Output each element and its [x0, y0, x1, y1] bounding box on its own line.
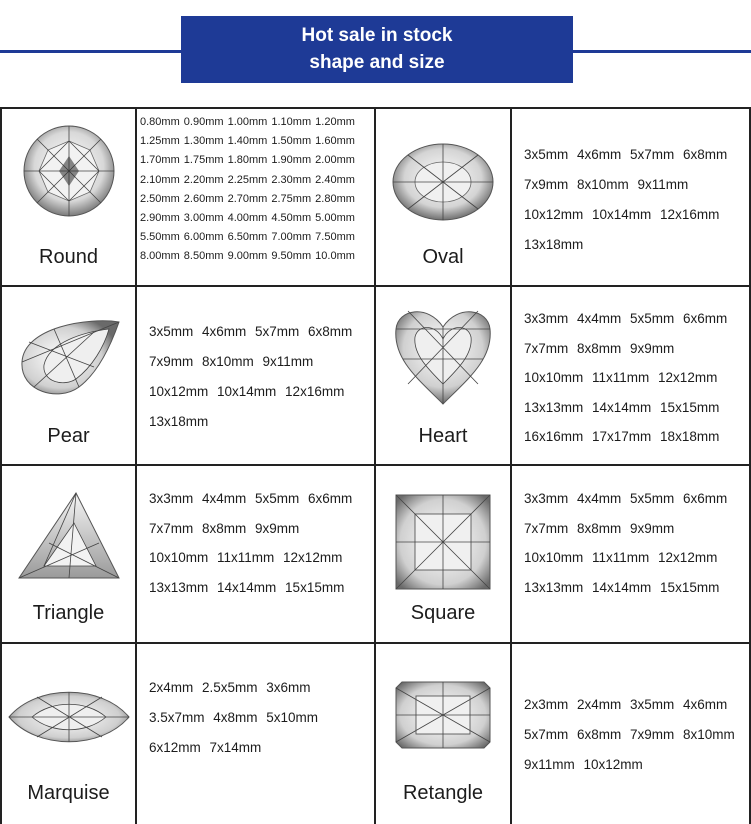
size-row: 3x3mm 4x4mm 5x5mm 6x6mm — [524, 311, 728, 326]
size-row: 7x9mm 8x10mm 9x11mm — [149, 354, 314, 369]
square-gem-icon — [393, 492, 493, 592]
size-row: 2x4mm 2.5x5mm 3x6mm — [149, 680, 311, 695]
size-row: 2x3mm 2x4mm 3x5mm 4x6mm — [524, 697, 728, 712]
size-row: 0.80mm 0.90mm 1.00mm 1.10mm 1.20mm — [140, 116, 355, 128]
oval-gem-icon — [388, 137, 498, 227]
size-row: 7x7mm 8x8mm 9x9mm — [149, 520, 300, 536]
size-row: 1.70mm 1.75mm 1.80mm 1.90mm 2.00mm — [140, 154, 355, 167]
header-rule-right — [573, 50, 751, 53]
shape-cell-square — [376, 466, 510, 642]
triangle-gem-icon — [14, 488, 124, 588]
shape-name-triangle: Triangle — [32, 602, 105, 624]
heart-gem-icon — [388, 299, 498, 409]
size-row: 3x5mm 4x6mm 5x7mm 6x8mm — [524, 147, 728, 162]
size-row: 13x18mm — [149, 414, 209, 429]
size-row: 8.00mm 8.50mm 9.00mm 9.50mm 10.0mm — [140, 250, 355, 263]
shape-name-pear: Pear — [47, 425, 90, 447]
shape-cell-heart — [376, 287, 510, 464]
size-row: 5x7mm 6x8mm 7x9mm 8x10mm — [524, 727, 735, 742]
size-list-retangle — [512, 690, 749, 824]
size-row: 5.50mm 6.00mm 6.50mm 7.00mm 7.50mm — [140, 231, 355, 244]
rectangle-gem-icon — [394, 680, 492, 750]
header-banner — [181, 16, 573, 83]
shape-cell-pear — [2, 287, 135, 464]
shape-cell-retangle — [376, 644, 510, 824]
shape-cell-oval — [376, 109, 510, 285]
size-row: 3x3mm 4x4mm 5x5mm 6x6mm — [149, 491, 353, 506]
size-row: 3x5mm 4x6mm 5x7mm 6x8mm — [149, 324, 353, 339]
size-row: 13x13mm 14x14mm 15x15mm — [524, 399, 720, 415]
marquise-gem-icon — [7, 682, 131, 752]
size-row: 2.50mm 2.60mm 2.70mm 2.75mm 2.80mm — [140, 192, 355, 205]
shape-name-heart: Heart — [418, 425, 468, 447]
shape-name-square: Square — [410, 602, 476, 624]
shape-name-retangle: Retangle — [402, 782, 484, 804]
shape-name-marquise: Marquise — [27, 782, 110, 804]
size-row: 6x12mm 7x14mm — [149, 740, 262, 755]
header-subtitle: shape and size — [309, 52, 445, 73]
size-list-pear — [137, 317, 374, 464]
size-row: 13x18mm — [524, 237, 584, 252]
size-row: 2.10mm 2.20mm 2.25mm 2.30mm 2.40mm — [140, 173, 355, 186]
size-row: 16x16mm 17x17mm 18x18mm — [524, 429, 720, 444]
size-row: 13x13mm 14x14mm 15x15mm — [524, 579, 720, 595]
shape-cell-marquise — [2, 644, 135, 824]
size-row: 3.5x7mm 4x8mm 5x10mm — [149, 710, 319, 725]
size-row: 9x11mm 10x12mm — [524, 757, 643, 772]
size-row: 10x10mm 11x11mm 12x12mm — [524, 550, 718, 565]
size-row: 7x7mm 8x8mm 9x9mm — [524, 520, 675, 536]
round-gem-icon — [19, 121, 119, 221]
size-row: 10x10mm 11x11mm 12x12mm — [149, 550, 343, 565]
shape-cell-round — [2, 109, 135, 285]
size-row: 7x9mm 8x10mm 9x11mm — [524, 177, 689, 192]
shape-cell-triangle — [2, 466, 135, 642]
size-list-square — [512, 484, 749, 642]
shape-name-round: Round — [39, 246, 98, 268]
shape-name-oval: Oval — [422, 246, 464, 268]
size-row: 10x12mm 10x14mm 12x16mm — [149, 384, 345, 399]
size-row: 3x3mm 4x4mm 5x5mm 6x6mm — [524, 491, 728, 506]
size-list-heart — [512, 304, 749, 464]
size-list-oval — [512, 140, 749, 285]
size-row: 1.25mm 1.30mm 1.40mm 1.50mm 1.60mm — [140, 135, 355, 148]
size-row: 10x10mm 11x11mm 12x12mm — [524, 370, 718, 385]
size-list-triangle — [137, 484, 374, 642]
size-row: 10x12mm 10x14mm 12x16mm — [524, 207, 720, 222]
size-row: 2.90mm 3.00mm 4.00mm 4.50mm 5.00mm — [140, 212, 355, 225]
size-row: 13x13mm 14x14mm 15x15mm — [149, 579, 345, 595]
pear-gem-icon — [14, 307, 124, 407]
header-rule-left — [0, 50, 181, 53]
size-list-round — [137, 113, 374, 285]
header-title: Hot sale in stock — [301, 25, 453, 46]
size-row: 7x7mm 8x8mm 9x9mm — [524, 340, 675, 356]
size-list-marquise — [137, 673, 374, 824]
